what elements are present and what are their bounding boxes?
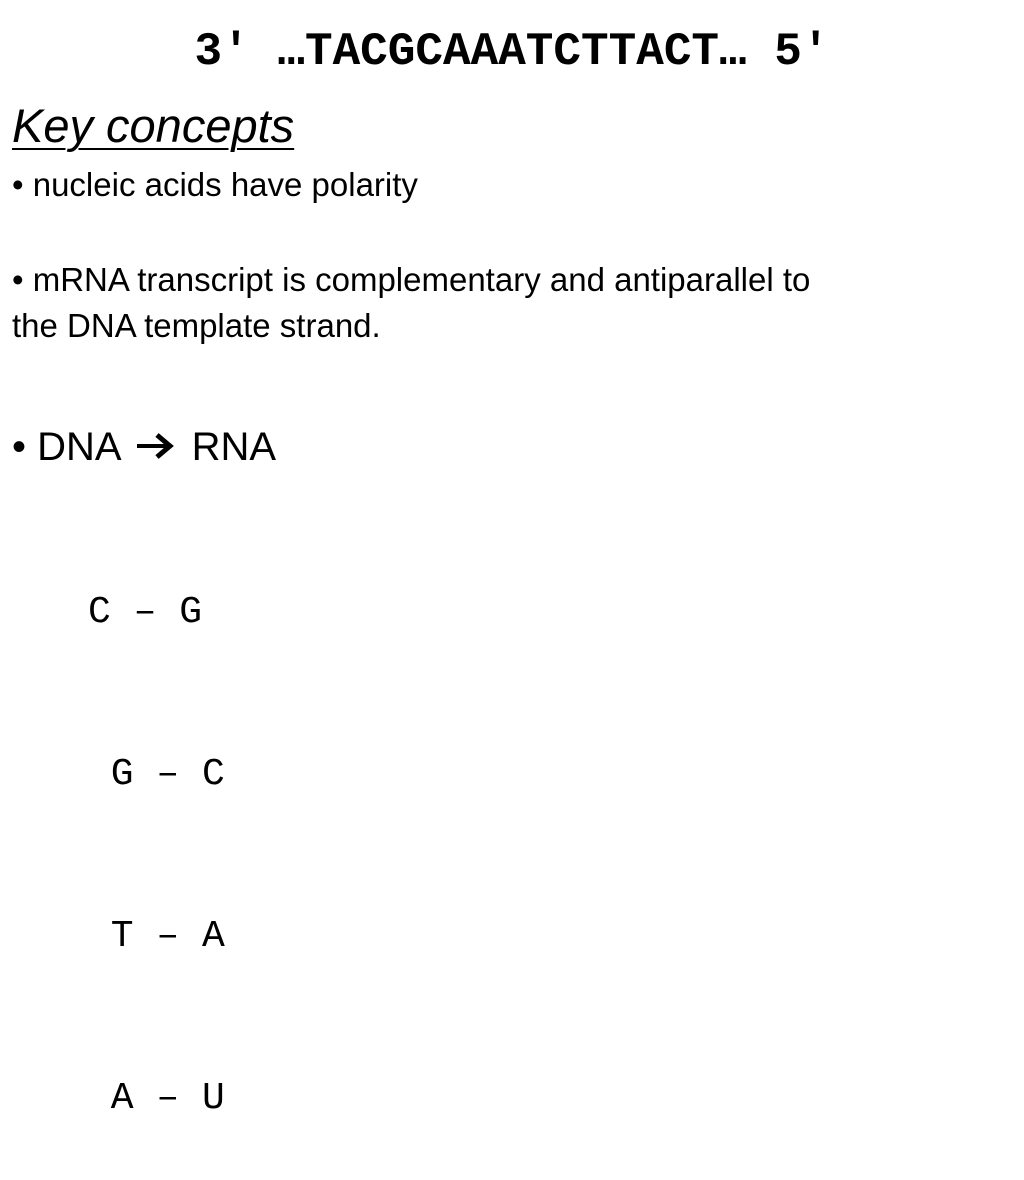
base-pair-c-g: C – G bbox=[88, 591, 203, 634]
base-pair-g-c: G – C bbox=[88, 753, 225, 796]
bullet-mrna-line-2: the DNA template strand. bbox=[12, 307, 381, 344]
base-pair-t-a: T – A bbox=[88, 915, 225, 958]
key-concepts-heading: Key concepts bbox=[12, 99, 295, 152]
bullet-dna-rna bbox=[12, 423, 276, 471]
rna-label: RNA bbox=[191, 425, 277, 469]
bullet-mrna-line-1: • mRNA transcript is complementary and antiparallel to bbox=[12, 261, 811, 298]
right-arrow-icon bbox=[135, 431, 175, 461]
base-pair-a-u: A – U bbox=[88, 1077, 225, 1120]
sequence-line: 3′ …TACGCAAATCTTACT… 5′ bbox=[194, 26, 830, 78]
dna-label: • DNA bbox=[12, 425, 120, 469]
bullet-polarity: • nucleic acids have polarity bbox=[12, 166, 418, 203]
bullet-mrna-transcript bbox=[12, 257, 810, 349]
base-pair-list bbox=[88, 478, 225, 1180]
